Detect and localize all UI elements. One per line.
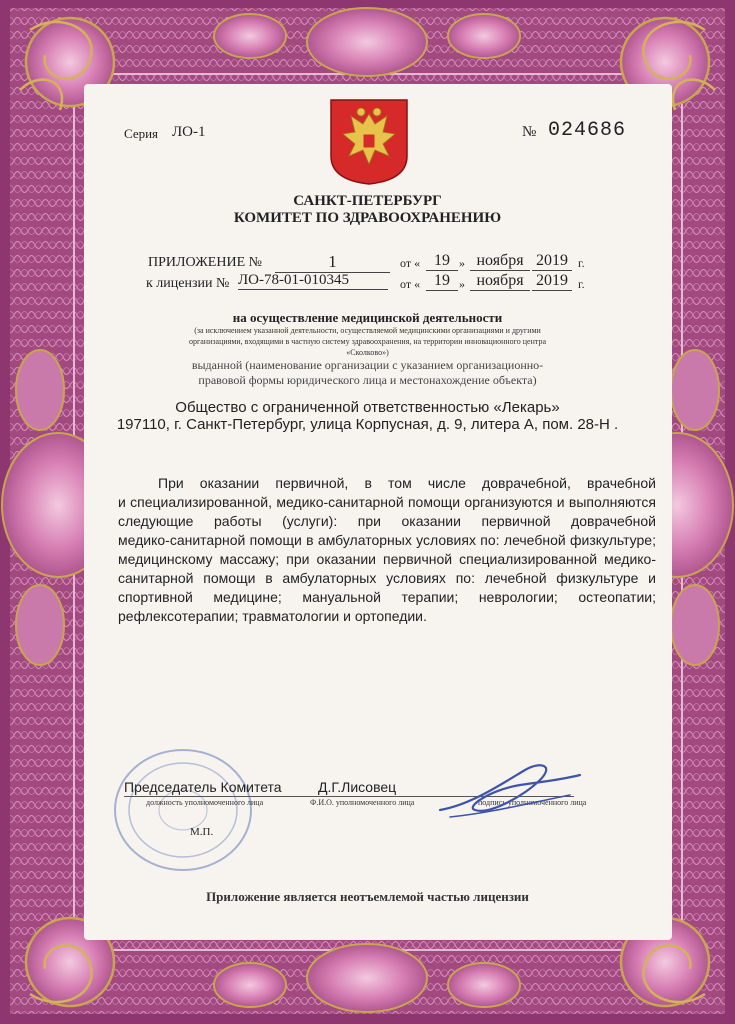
license-day: 19 — [426, 272, 458, 291]
official-stamp-seal — [108, 745, 258, 875]
appendix-day-close: » — [459, 256, 465, 270]
name-caption: Ф.И.О. уполномоченного лица — [310, 798, 415, 807]
services-line: медико-санитарной помощи в амбулаторных условиях по: лечебной физкультуре; — [118, 532, 656, 548]
handwritten-signature — [430, 755, 590, 825]
footer-note: Приложение является неотъемлемой частью лицензии — [206, 889, 529, 904]
position-caption: должность уполномоченного лица — [146, 798, 264, 807]
appendix-number: 1 — [275, 252, 390, 273]
license-month: ноября — [470, 272, 530, 291]
coat-of-arms-emblem — [329, 98, 409, 186]
appendix-month: ноября — [470, 252, 530, 271]
license-date-prefix: от « — [400, 277, 421, 291]
appendix-label: ПРИЛОЖЕНИЕ № — [148, 255, 262, 270]
city-title: САНКТ-ПЕТЕРБУРГ — [293, 193, 442, 209]
services-line: и специализированной, медико-санитарной помощи организуются и выполняются — [118, 494, 656, 510]
appendix-year: 2019 — [532, 252, 572, 271]
organization-address: 197110, г. Санкт-Петербург, улица Корпусная, д. 9, литера А, пом. 28-Н . — [116, 416, 619, 433]
services-line: следующие работы (услуги): при оказании первичной доврачебной — [118, 513, 656, 529]
appendix-year-suffix: г. — [578, 256, 585, 270]
issued-caption-line-2: правовой формы юридического лица и местонахождение объекта) — [198, 373, 537, 387]
number-prefix: № — [522, 124, 537, 140]
issued-caption-line-1: выданной (наименование организации с указанием организационно- — [191, 358, 544, 372]
services-line: При оказании первичной, в том числе доврачебной, врачебной — [158, 475, 656, 491]
services-line: санитарной помощи в амбулаторных условиях по: лечебной физкультуре и — [118, 570, 656, 586]
signer-position: Председатель Комитета — [124, 779, 282, 795]
stamp-place-label: М.П. — [190, 826, 214, 838]
services-line: рефлексотерапии; травматологии и ортопедии. — [118, 608, 427, 624]
activity-note-line-1: (за исключением указанной деятельности, осуществляемой медицинскими организациями и другими — [194, 326, 541, 335]
series-value: ЛО-1 — [172, 124, 206, 140]
license-year-suffix: г. — [578, 277, 585, 291]
organization-name: Общество с ограниченной ответственностью «Лекарь» — [175, 399, 560, 416]
license-label: к лицензии № — [146, 276, 230, 291]
license-form-number: 024686 — [548, 119, 627, 142]
activity-note-line-3: «Сколково») — [346, 348, 389, 357]
services-text — [118, 474, 656, 626]
activity-note-line-2: организациями, входящими в частную систему здравоохранения, на территории инновационного центра — [188, 337, 547, 346]
appendix-date-prefix: от « — [400, 256, 421, 270]
sign-caption: подпись уполномоченного лица — [478, 798, 587, 807]
series-label: Серия — [124, 126, 159, 141]
activity-heading: на осуществление медицинской деятельности — [232, 310, 503, 325]
appendix-day: 19 — [426, 252, 458, 271]
license-year: 2019 — [532, 272, 572, 291]
committee-title: КОМИТЕТ ПО ЗДРАВООХРАНЕНИЮ — [233, 210, 502, 226]
license-day-close: » — [459, 277, 465, 291]
signer-name: Д.Г.Лисовец — [318, 779, 397, 795]
license-number: ЛО-78-01-010345 — [238, 272, 388, 290]
services-line: медицинскому массажу; при оказании первичной специализированной медико- — [118, 551, 656, 567]
services-line: спортивной медицине; мануальной терапии; неврологии; остеопатии; — [118, 589, 656, 605]
